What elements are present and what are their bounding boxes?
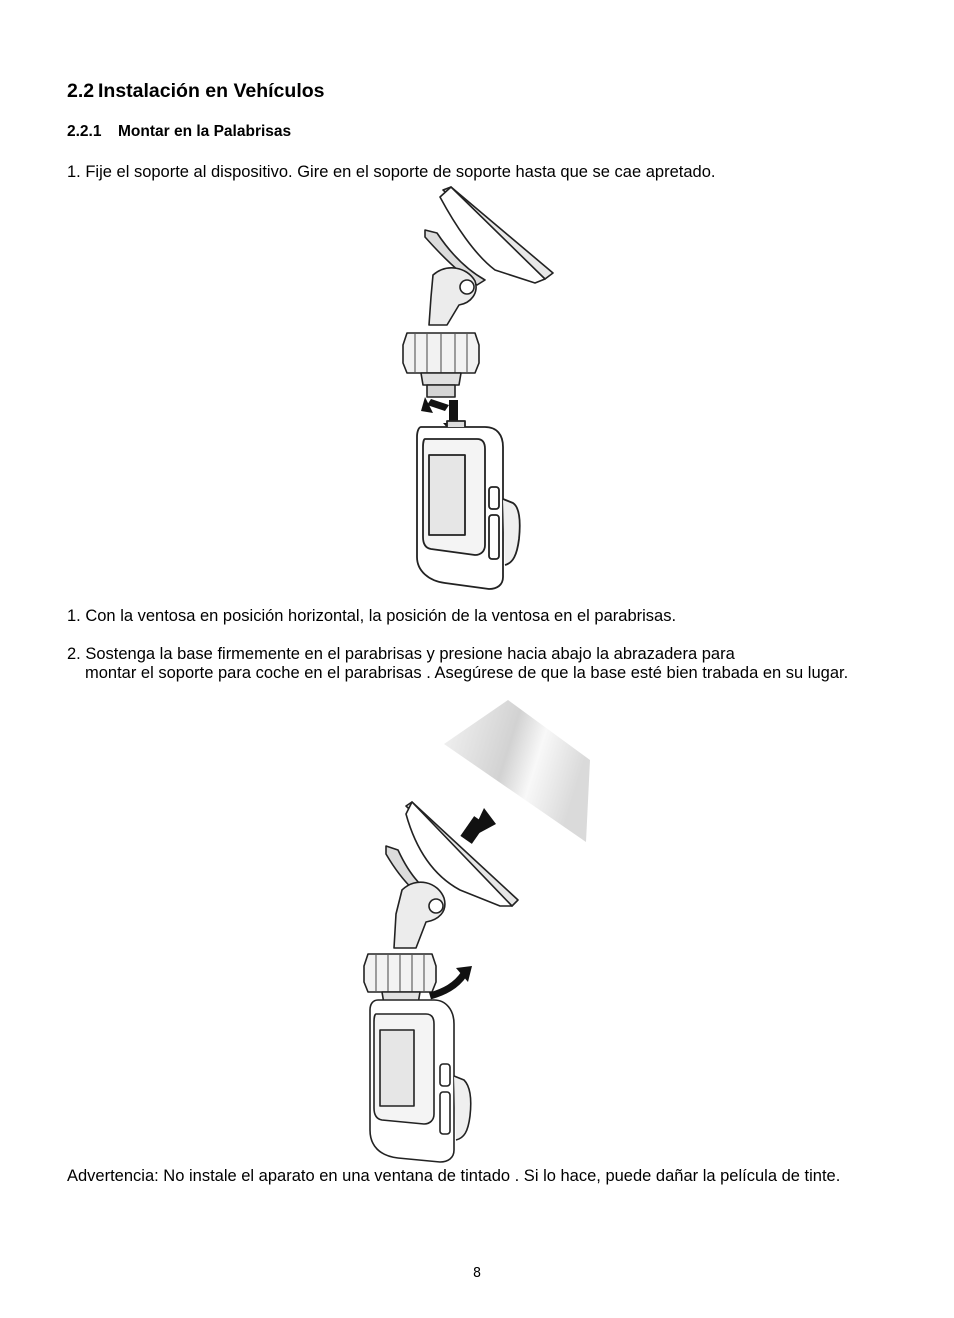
section-title: Instalación en Vehículos [98,80,325,102]
step-attach-mount: 1. Fije el soporte al dispositivo. Gire en el soporte de soporte hasta que se cae apretado. [67,163,716,181]
section-heading [67,80,325,103]
step-press-clamp-first: 2. Sostenga la base firmemente en el parabrisas y presione hacia abajo la abrazadera para [67,645,735,663]
step-press-clamp-rest: montar el soporte para coche en el parabrisas . Asegúrese de que la base esté bien trabada en su lugar. [85,664,849,682]
mount-attach-illustration [385,185,560,590]
warning-note: Advertencia: No instale el aparato en una ventana de tintado . Si lo hace, puede dañar la película de tinte. [67,1167,841,1185]
subsection-title: Montar en la Palabrisas [118,123,292,140]
section-number: 2.2 [67,80,95,102]
windshield-mount-illustration [360,700,590,1165]
subsection-number: 2.2.1 [67,123,102,140]
step-position-suction: 1. Con la ventosa en posición horizontal, la posición de la ventosa en el parabrisas. [67,607,677,625]
subsection-heading [67,123,291,141]
step-press-clamp [67,645,897,683]
page-number: 8 [472,1266,482,1281]
